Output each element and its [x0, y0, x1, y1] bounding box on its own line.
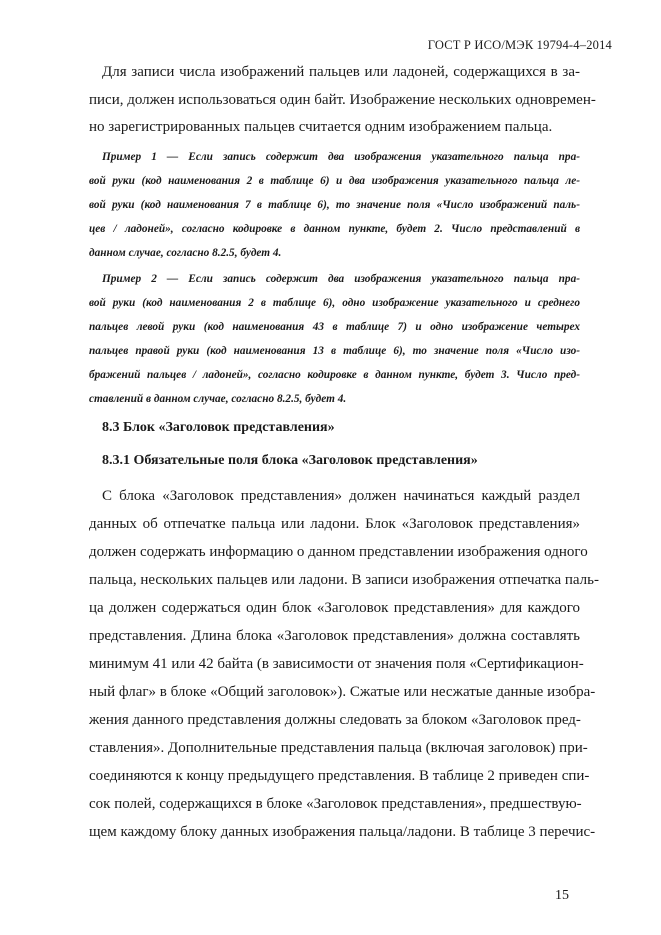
main-line-5: ца должен содержаться один блок «Заголовок представления» для каждого	[89, 600, 580, 616]
page-header: ГОСТ Р ИСО/МЭК 19794-4–2014	[427, 38, 612, 52]
main-line-9: жения данного представления должны следовать за блоком «Заголовок пред-	[89, 712, 581, 728]
main-line-8: ный флаг» в блоке «Общий заголовок»). Сжатые или несжатые данные изобра-	[89, 684, 596, 700]
example-2-line-5: бражений пальцев / ладоней», согласно кодировке в данном пункте, будет 3. Число пред-	[89, 369, 580, 381]
intro-line-3: но зарегистрированных пальцев считается одним изображением пальца.	[89, 119, 553, 135]
example-1-line-3: вой руки (код наименования 7 в таблице 6), то значение поля «Число изображений паль-	[89, 199, 580, 211]
main-line-3: должен содержать информацию о данном представлении изображения одного	[89, 544, 588, 560]
example-1-line-1: Пример 1 — Если запись содержит два изображения указательного пальца пра-	[102, 151, 580, 163]
subsection-heading: 8.3.1 Обязательные поля блока «Заголовок представления»	[102, 453, 478, 468]
main-line-10: ставления». Дополнительные представления пальца (включая заголовок) при-	[89, 740, 588, 756]
main-line-12: сок полей, содержащихся в блоке «Заголовок представления», предшествую-	[89, 796, 582, 812]
example-2-line-4: пальцев правой руки (код наименования 13 в таблице 6), то значение поля «Число изо-	[89, 345, 580, 357]
example-1-line-5: данном случае, согласно 8.2.5, будет 4.	[89, 247, 282, 259]
example-2-line-6: ставлений в данном случае, согласно 8.2.5, будет 4.	[89, 393, 347, 405]
main-line-4: пальца, нескольких пальцев или ладони. В записи изображения отпечатка паль-	[89, 572, 599, 588]
main-line-1: С блока «Заголовок представления» должен начинаться каждый раздел	[102, 488, 580, 504]
example-1-line-2: вой руки (код наименования 2 в таблице 6) и два изображения указательного пальца ле-	[89, 175, 580, 187]
page-number: 15	[555, 888, 569, 903]
example-2-line-1: Пример 2 — Если запись содержит два изображения указательного пальца пра-	[102, 273, 580, 285]
example-2-line-2: вой руки (код наименования 2 в таблице 6), одно изображение указательного и среднего	[89, 297, 580, 309]
main-line-6: представления. Длина блока «Заголовок представления» должна составлять	[89, 628, 580, 644]
section-heading: 8.3 Блок «Заголовок представления»	[102, 420, 335, 435]
intro-line-2: писи, должен использоваться один байт. Изображение нескольких одновремен-	[89, 92, 596, 108]
example-2-line-3: пальцев левой руки (код наименования 43 в таблице 7) и одно изображение четырех	[89, 321, 580, 333]
example-1-line-4: цев / ладоней», согласно кодировке в данном пункте, будет 2. Число представлений в	[89, 223, 580, 235]
main-line-13: щем каждому блоку данных изображения пальца/ладони. В таблице 3 перечис-	[89, 824, 596, 840]
main-line-7: минимум 41 или 42 байта (в зависимости от значения поля «Сертификацион-	[89, 656, 584, 672]
main-line-11: соединяются к концу предыдущего представления. В таблице 2 приведен спи-	[89, 768, 590, 784]
main-line-2: данных об отпечатке пальца или ладони. Блок «Заголовок представления»	[89, 516, 580, 532]
intro-line-1: Для записи числа изображений пальцев или ладоней, содержащихся в за-	[102, 64, 580, 80]
